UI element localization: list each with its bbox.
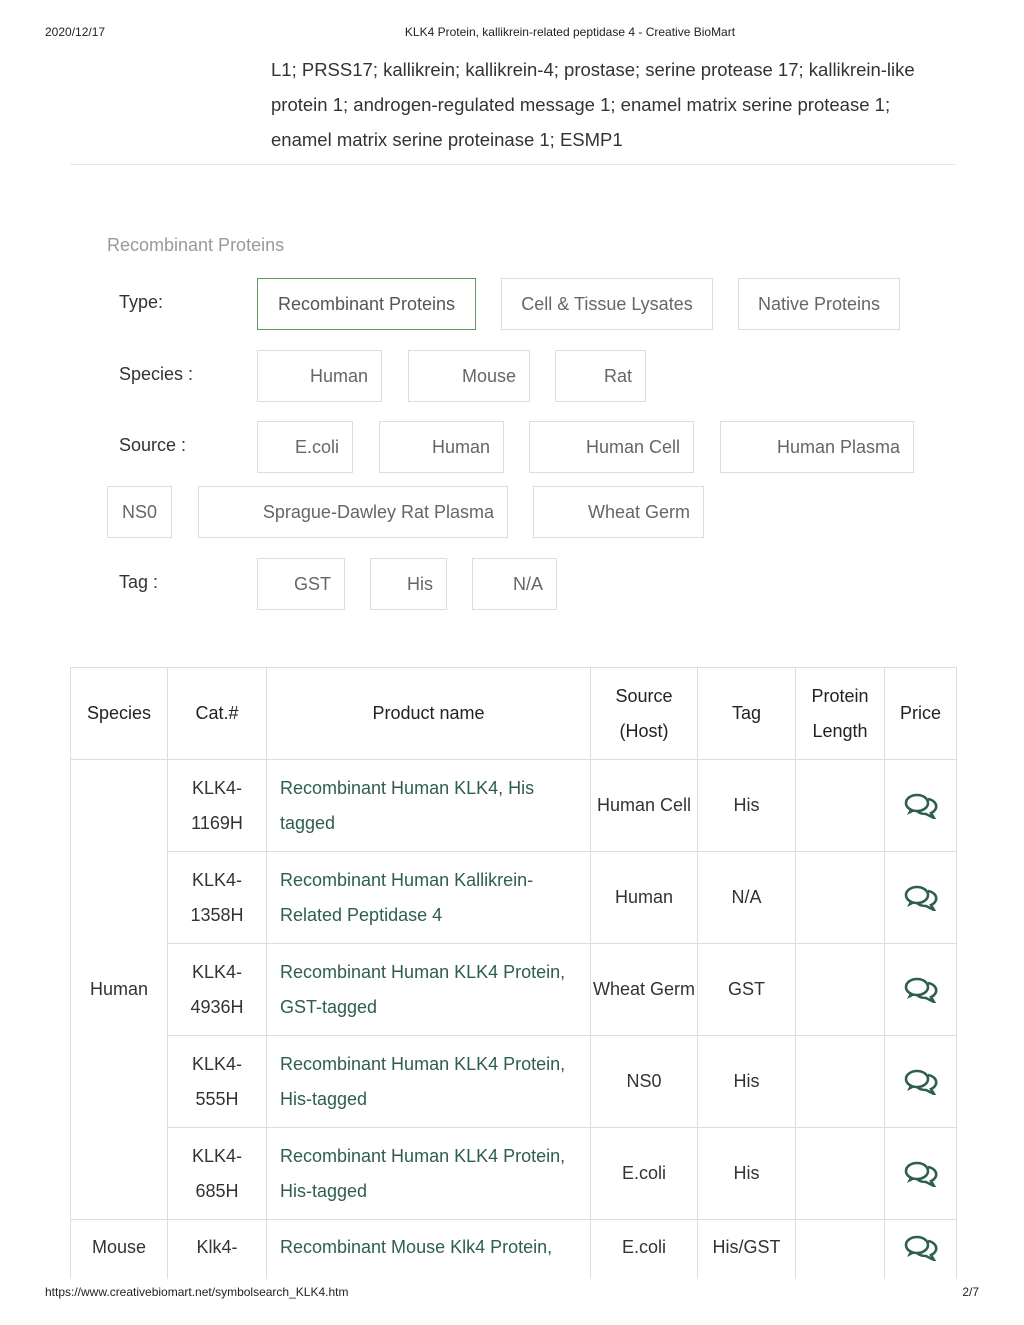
- chip-species-mouse[interactable]: Mouse: [408, 350, 530, 402]
- table-header-row: [71, 668, 957, 760]
- chip-species-human[interactable]: Human: [257, 350, 382, 402]
- cell-product-name: [267, 852, 591, 944]
- chip-source-ns0[interactable]: NS0: [107, 486, 172, 538]
- product-link[interactable]: Recombinant Human KLK4 Protein, His-tagged: [280, 1145, 566, 1201]
- header-cat: Cat.#: [168, 668, 267, 760]
- cell-source: Wheat Germ: [591, 944, 698, 1036]
- chip-type-cell-tissue-lysates[interactable]: Cell & Tissue Lysates: [501, 278, 713, 330]
- print-footer-url: https://www.creativebiomart.net/symbolsearch_KLK4.htm: [45, 1285, 349, 1299]
- cell-protein-length: [796, 1220, 885, 1280]
- header-source: Source (Host): [591, 668, 698, 760]
- table-row: [71, 944, 957, 1036]
- cell-cat: KLK4- 4936H: [168, 944, 267, 1036]
- cell-source: E.coli: [591, 1128, 698, 1220]
- chat-inquiry-icon[interactable]: [904, 1069, 938, 1095]
- header-price: Price: [885, 668, 957, 760]
- cell-tag: GST: [698, 944, 796, 1036]
- cell-product-name: [267, 1036, 591, 1128]
- table-row: [71, 1220, 957, 1280]
- product-link[interactable]: Recombinant Human Kallikrein-Related Peptidase 4: [280, 869, 534, 925]
- cell-cat: Klk4-: [168, 1220, 267, 1280]
- product-link[interactable]: Recombinant Human KLK4, His tagged: [280, 777, 535, 833]
- header-species: Species: [71, 668, 168, 760]
- cell-product-name: [267, 1220, 591, 1280]
- product-link[interactable]: Recombinant Mouse Klk4 Protein,: [280, 1237, 553, 1257]
- filter-label-tag: Tag :: [119, 572, 159, 592]
- cell-protein-length: [796, 944, 885, 1036]
- filter-label-type: Type:: [119, 292, 164, 312]
- chip-source-human-plasma[interactable]: Human Plasma: [720, 421, 914, 473]
- section-title: Recombinant Proteins: [107, 235, 285, 255]
- header-tag: Tag: [698, 668, 796, 760]
- cell-protein-length: [796, 852, 885, 944]
- cell-source: Human Cell: [591, 760, 698, 852]
- table-row: [71, 760, 957, 852]
- cell-species: Mouse: [71, 1220, 168, 1280]
- cell-tag: N/A: [698, 852, 796, 944]
- cell-cat: KLK4- 1169H: [168, 760, 267, 852]
- cell-price: [885, 1036, 957, 1128]
- cell-protein-length: [796, 1036, 885, 1128]
- cell-species: Human: [71, 760, 168, 1220]
- cell-product-name: [267, 1128, 591, 1220]
- filter-label-species: Species :: [119, 364, 194, 384]
- cell-product-name: [267, 760, 591, 852]
- table-row: [71, 1036, 957, 1128]
- cell-tag: His: [698, 1128, 796, 1220]
- cell-protein-length: [796, 760, 885, 852]
- cell-protein-length: [796, 1128, 885, 1220]
- chat-inquiry-icon[interactable]: [904, 1235, 938, 1261]
- chip-source-ecoli[interactable]: E.coli: [257, 421, 353, 473]
- print-footer-page: 2/7: [962, 1285, 979, 1299]
- chip-tag-na[interactable]: N/A: [472, 558, 557, 610]
- chat-inquiry-icon[interactable]: [904, 977, 938, 1003]
- chat-inquiry-icon[interactable]: [904, 1161, 938, 1187]
- chat-inquiry-icon[interactable]: [904, 793, 938, 819]
- header-product-name: Product name: [267, 668, 591, 760]
- cell-price: [885, 1128, 957, 1220]
- cell-tag: His: [698, 1036, 796, 1128]
- chip-tag-his[interactable]: His: [370, 558, 447, 610]
- product-link[interactable]: Recombinant Human KLK4 Protein, His-tagged: [280, 1053, 566, 1109]
- chip-source-wheat-germ[interactable]: Wheat Germ: [533, 486, 704, 538]
- header-protein-length: Protein Length: [796, 668, 885, 760]
- table-row: [71, 1128, 957, 1220]
- cell-source: Human: [591, 852, 698, 944]
- chip-source-human[interactable]: Human: [379, 421, 504, 473]
- cell-price: [885, 1220, 957, 1280]
- cell-cat: KLK4- 685H: [168, 1128, 267, 1220]
- chip-type-native-proteins[interactable]: Native Proteins: [738, 278, 900, 330]
- cell-price: [885, 944, 957, 1036]
- cell-cat: KLK4- 1358H: [168, 852, 267, 944]
- chip-source-human-cell[interactable]: Human Cell: [529, 421, 694, 473]
- cell-product-name: [267, 944, 591, 1036]
- chip-source-sprague-dawley-rat-plasma[interactable]: Sprague-Dawley Rat Plasma: [198, 486, 508, 538]
- filter-label-source: Source :: [119, 435, 187, 455]
- chip-tag-gst[interactable]: GST: [257, 558, 345, 610]
- print-header-title: KLK4 Protein, kallikrein-related peptidase 4 - Creative BioMart: [404, 25, 736, 39]
- cell-price: [885, 852, 957, 944]
- cell-tag: His: [698, 760, 796, 852]
- cell-tag: His/GST: [698, 1220, 796, 1280]
- chip-species-rat[interactable]: Rat: [555, 350, 646, 402]
- table-row: [71, 852, 957, 944]
- product-table: [70, 667, 957, 1279]
- chat-inquiry-icon[interactable]: [904, 885, 938, 911]
- cell-price: [885, 760, 957, 852]
- cell-cat: KLK4- 555H: [168, 1036, 267, 1128]
- chip-type-recombinant-proteins[interactable]: Recombinant Proteins: [257, 278, 476, 330]
- product-link[interactable]: Recombinant Human KLK4 Protein, GST-tagged: [280, 961, 566, 1017]
- print-header-date: 2020/12/17: [45, 25, 106, 39]
- alias-list: L1; PRSS17; kallikrein; kallikrein-4; prostase; serine protease 17; kallikrein-like protein 1; androgen-regulated message 1; enamel matrix serine protease 1; enamel matrix serine proteinase 1; ESMP1: [271, 59, 915, 150]
- cell-source: E.coli: [591, 1220, 698, 1280]
- cell-source: NS0: [591, 1036, 698, 1128]
